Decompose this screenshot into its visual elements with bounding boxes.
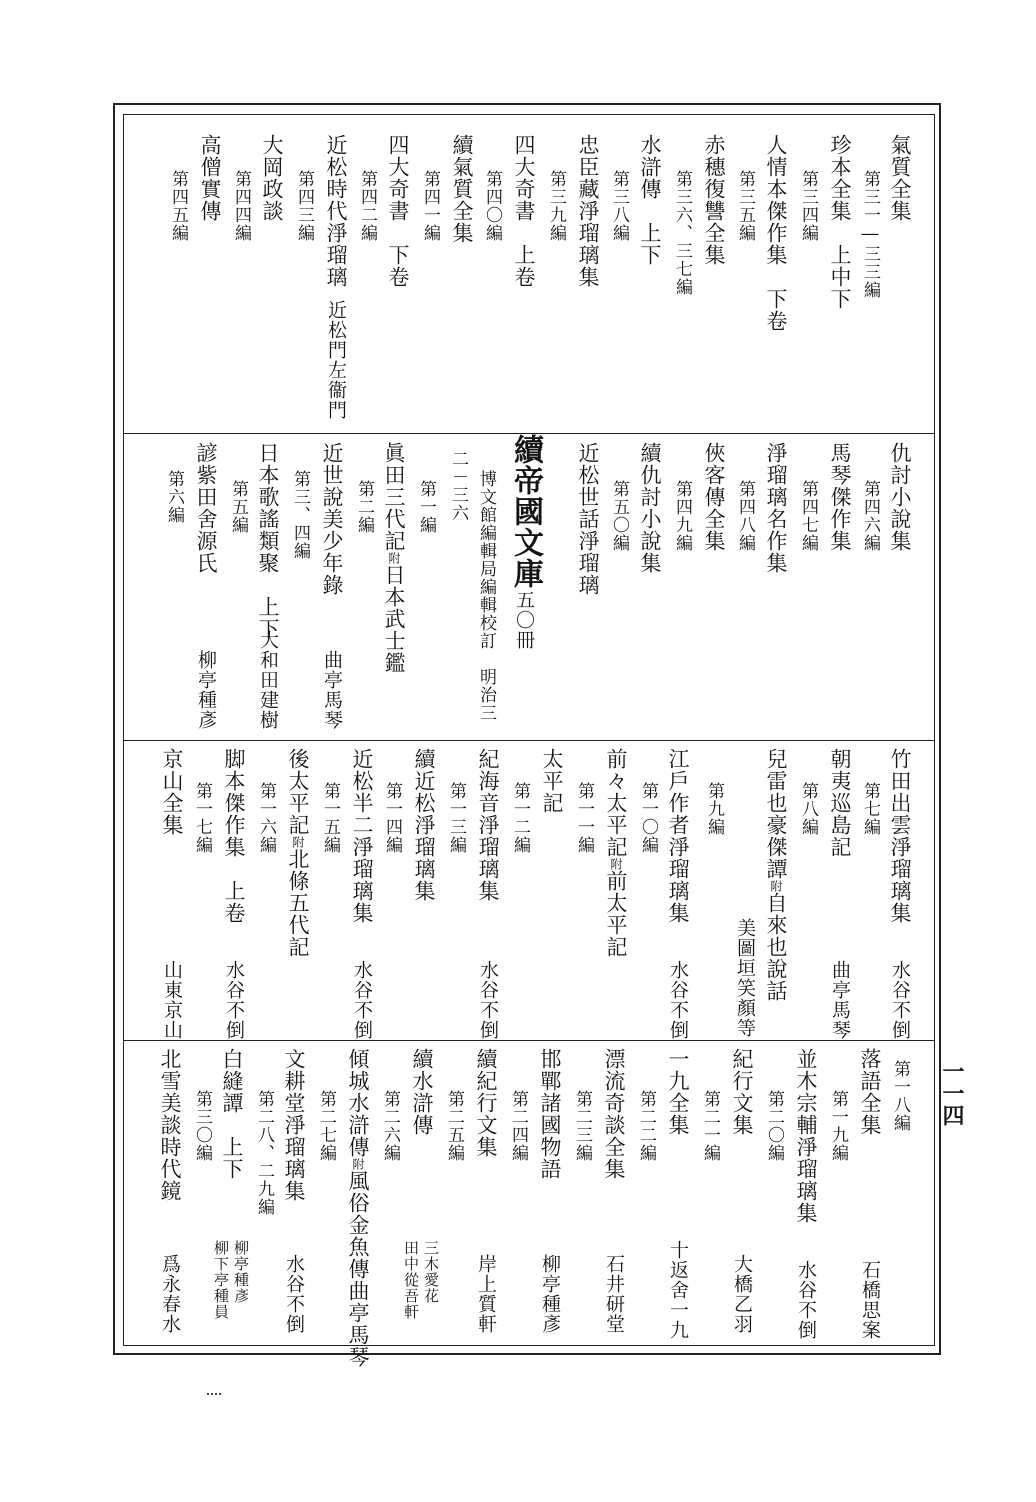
book-title: 近世說美少年錄 bbox=[320, 442, 344, 596]
book-title bbox=[604, 748, 628, 958]
book-title bbox=[764, 748, 788, 1002]
book-title-appendix: 前太平記 bbox=[604, 870, 628, 958]
book-author: 近松門左衞門 bbox=[325, 300, 347, 420]
book-title: 落語全集 bbox=[858, 1048, 882, 1136]
book-author: 水谷不倒 bbox=[889, 960, 911, 1040]
book-title: 淨瑠璃名作集 bbox=[764, 442, 788, 574]
book-author: 三木愛花 bbox=[422, 1240, 440, 1304]
book-author: 水谷不倒 bbox=[477, 960, 499, 1040]
volume-number: 第三六、三七編 bbox=[672, 170, 692, 296]
volume-number: 第四一編 bbox=[420, 170, 440, 242]
volume-number: 第四二編 bbox=[357, 170, 377, 242]
volume-number: 第七編 bbox=[860, 782, 880, 836]
volume-number: 第二三編 bbox=[572, 1090, 592, 1162]
volume-number: 第一一編 bbox=[574, 782, 594, 854]
book-title: 江戶作者淨瑠璃集 bbox=[666, 748, 690, 924]
volume-number: 第二七編 bbox=[316, 1090, 336, 1162]
book-title: 白縫譚 上下 bbox=[220, 1048, 244, 1180]
book-author: 柳亭種彥 bbox=[232, 1240, 250, 1304]
volume-number: 第一二編 bbox=[510, 782, 530, 854]
book-author: 爲永春水 bbox=[159, 1254, 181, 1334]
volume-number: 第二六編 bbox=[380, 1090, 400, 1162]
book-title: 紀行文集 bbox=[730, 1048, 754, 1136]
book-title bbox=[346, 1048, 370, 1368]
book-title: 北雪美談時代鏡 bbox=[158, 1048, 182, 1202]
book-author: 山東京山 bbox=[161, 960, 183, 1040]
book-author: 水谷不倒 bbox=[795, 1260, 817, 1340]
book-author: 曲亭馬琴 bbox=[321, 650, 343, 730]
publisher-line: 博文館編輯局編輯校訂 明治三 bbox=[476, 470, 496, 722]
book-author: 田中從吾軒 bbox=[402, 1240, 420, 1320]
book-author: 曲亭馬琴 bbox=[346, 1280, 370, 1368]
volume-number: 第一八編 bbox=[890, 1060, 910, 1132]
book-title: 仇討小說集 bbox=[888, 442, 912, 552]
appendix-mark: 附 bbox=[351, 1158, 365, 1170]
book-title: 續紀行文集 bbox=[474, 1048, 498, 1158]
book-title bbox=[286, 748, 310, 958]
book-title: 近松時代淨瑠璃 bbox=[324, 134, 348, 288]
page-number: 一一四 bbox=[939, 1060, 965, 1126]
book-title bbox=[382, 442, 406, 674]
book-author: 水谷不倒 bbox=[223, 960, 245, 1040]
book-title: 續仇討小說集 bbox=[638, 442, 662, 574]
volume-number: 第三五編 bbox=[735, 170, 755, 242]
book-title: 文耕堂淨瑠璃集 bbox=[282, 1048, 306, 1202]
book-title: 俠客傳全集 bbox=[702, 442, 726, 552]
publication-year: 二－三六 bbox=[448, 450, 468, 522]
volume-number: 第一四編 bbox=[382, 782, 402, 854]
volume-number: 第九編 bbox=[704, 782, 724, 836]
appendix-mark: 附 bbox=[609, 858, 623, 870]
volume-number: 第二編 bbox=[354, 480, 374, 534]
book-author: 柳下亭種員 bbox=[212, 1240, 230, 1320]
book-title: 人情本傑作集 下卷 bbox=[764, 134, 788, 332]
book-title: 四大奇書 上卷 bbox=[512, 134, 536, 288]
volume-number: 第五編 bbox=[228, 480, 248, 534]
book-author: 石橋思案 bbox=[859, 1260, 881, 1340]
section-divider-3 bbox=[123, 1040, 935, 1041]
book-author: 大和田建樹 bbox=[257, 630, 279, 730]
volume-number: 第三四編 bbox=[798, 170, 818, 242]
volume-number: 第八編 bbox=[798, 782, 818, 836]
book-author: 水谷不倒 bbox=[351, 960, 373, 1040]
volume-number: 第四五編 bbox=[168, 170, 188, 242]
appendix-mark: 附 bbox=[387, 552, 401, 564]
volume-number: 第三〇編 bbox=[192, 1090, 212, 1162]
book-title: 氣質全集 bbox=[888, 134, 912, 222]
ink-speck bbox=[207, 1393, 221, 1401]
book-title: 大岡政談 bbox=[260, 134, 284, 222]
book-author: 柳亭種彥 bbox=[195, 650, 217, 730]
volume-number: 第三、四編 bbox=[290, 470, 310, 560]
section-divider-2 bbox=[123, 740, 935, 741]
book-title-main: 傾城水滸傳 bbox=[346, 1048, 370, 1158]
book-title: 並木宗輔淨瑠璃集 bbox=[794, 1048, 818, 1224]
volume-number: 第六編 bbox=[164, 470, 184, 524]
book-title: 漂流奇談全集 bbox=[602, 1048, 626, 1180]
book-author: 岸上質軒 bbox=[475, 1254, 497, 1334]
volume-number: 第二四編 bbox=[508, 1090, 528, 1162]
book-title-appendix: 自來也說話 bbox=[764, 892, 788, 1002]
book-title: 續水滸傳 bbox=[410, 1048, 434, 1136]
book-title: 珍本全集 上中下 bbox=[828, 134, 852, 310]
series-title: 續帝國文庫 bbox=[508, 434, 543, 589]
volume-number: 第二八、二九編 bbox=[254, 1090, 274, 1216]
volume-number: 第一七編 bbox=[192, 782, 212, 854]
volume-number: 第二〇編 bbox=[764, 1090, 784, 1162]
series-volume-count: 五〇冊 bbox=[513, 590, 535, 650]
book-title: 近松半二淨瑠璃集 bbox=[350, 748, 374, 924]
book-title: 忠臣藏淨瑠璃集 bbox=[576, 134, 600, 288]
book-title: 續近松淨瑠璃集 bbox=[412, 748, 436, 902]
book-title: 一九全集 bbox=[666, 1048, 690, 1136]
volume-number: 第三八編 bbox=[609, 170, 629, 242]
book-author: 大橋乙羽 bbox=[731, 1254, 753, 1334]
book-title: 京山全集 bbox=[160, 748, 184, 836]
book-title-main: 眞田三代記 bbox=[382, 442, 406, 552]
volume-number: 第四六編 bbox=[860, 480, 880, 552]
book-title: 赤穗復讐全集 bbox=[702, 134, 726, 266]
book-title: 太平記 bbox=[540, 748, 564, 814]
book-title: 高僧實傳 bbox=[198, 134, 222, 222]
volume-number: 第四七編 bbox=[798, 480, 818, 552]
book-title: 四大奇書 下卷 bbox=[386, 134, 410, 288]
appendix-mark: 附 bbox=[769, 880, 783, 892]
volume-number: 第四八編 bbox=[735, 480, 755, 552]
volume-number: 第四〇編 bbox=[482, 170, 502, 242]
book-title-appendix: 北條五代記 bbox=[286, 848, 310, 958]
volume-number: 第一九編 bbox=[828, 1090, 848, 1162]
book-title: 朝夷巡島記 bbox=[828, 748, 852, 858]
volume-number: 第三九編 bbox=[546, 170, 566, 242]
volume-number: 第四三編 bbox=[294, 170, 314, 242]
book-author: 石井研堂 bbox=[603, 1254, 625, 1334]
book-title: 水滸傳 上下 bbox=[638, 134, 662, 266]
volume-number: 第三一―三三編 bbox=[860, 170, 880, 299]
book-title: 日本歌謠類聚 上下 bbox=[256, 442, 280, 640]
book-author: 柳亭種彥 bbox=[539, 1254, 561, 1334]
volume-number: 第二一編 bbox=[700, 1090, 720, 1162]
volume-number: 第二五編 bbox=[444, 1090, 464, 1162]
book-title: 續氣質全集 bbox=[450, 134, 474, 244]
volume-number: 第一三編 bbox=[446, 782, 466, 854]
book-title: 諺紫田舍源氏 bbox=[194, 442, 218, 574]
book-author: 水谷不倒 bbox=[667, 960, 689, 1040]
volume-number: 第一〇編 bbox=[638, 782, 658, 854]
book-title: 邯鄲諸國物語 bbox=[538, 1048, 562, 1180]
book-title: 馬琴傑作集 bbox=[828, 442, 852, 552]
volume-number: 第一編 bbox=[416, 480, 436, 534]
book-title: 竹田出雲淨瑠璃集 bbox=[888, 748, 912, 924]
book-author: 水谷不倒 bbox=[283, 1254, 305, 1334]
appendix-mark: 附 bbox=[291, 836, 305, 848]
volume-number: 第四四編 bbox=[231, 170, 251, 242]
book-author: 十返舍一九 bbox=[667, 1240, 689, 1340]
book-title-appendix: 日本武士鑑 bbox=[382, 564, 406, 674]
volume-number: 第四九編 bbox=[672, 480, 692, 552]
book-author: 曲亭馬琴 bbox=[829, 960, 851, 1040]
volume-number: 第一六編 bbox=[256, 782, 276, 854]
volume-number: 第二二編 bbox=[636, 1090, 656, 1162]
book-title: 脚本傑作集 上卷 bbox=[222, 748, 246, 924]
book-title-appendix: 風俗金魚傳 bbox=[346, 1170, 370, 1280]
book-title-main: 後太平記 bbox=[286, 748, 310, 836]
book-title-main: 前々太平記 bbox=[604, 748, 628, 858]
book-title-main: 兒雷也豪傑譚 bbox=[764, 748, 788, 880]
book-author: 美圖垣笑顏等 bbox=[734, 918, 756, 1038]
book-title: 近松世話淨瑠璃 bbox=[576, 442, 600, 596]
volume-number: 第五〇編 bbox=[609, 480, 629, 552]
book-title: 紀海音淨瑠璃集 bbox=[476, 748, 500, 902]
volume-number: 第一五編 bbox=[320, 782, 340, 854]
